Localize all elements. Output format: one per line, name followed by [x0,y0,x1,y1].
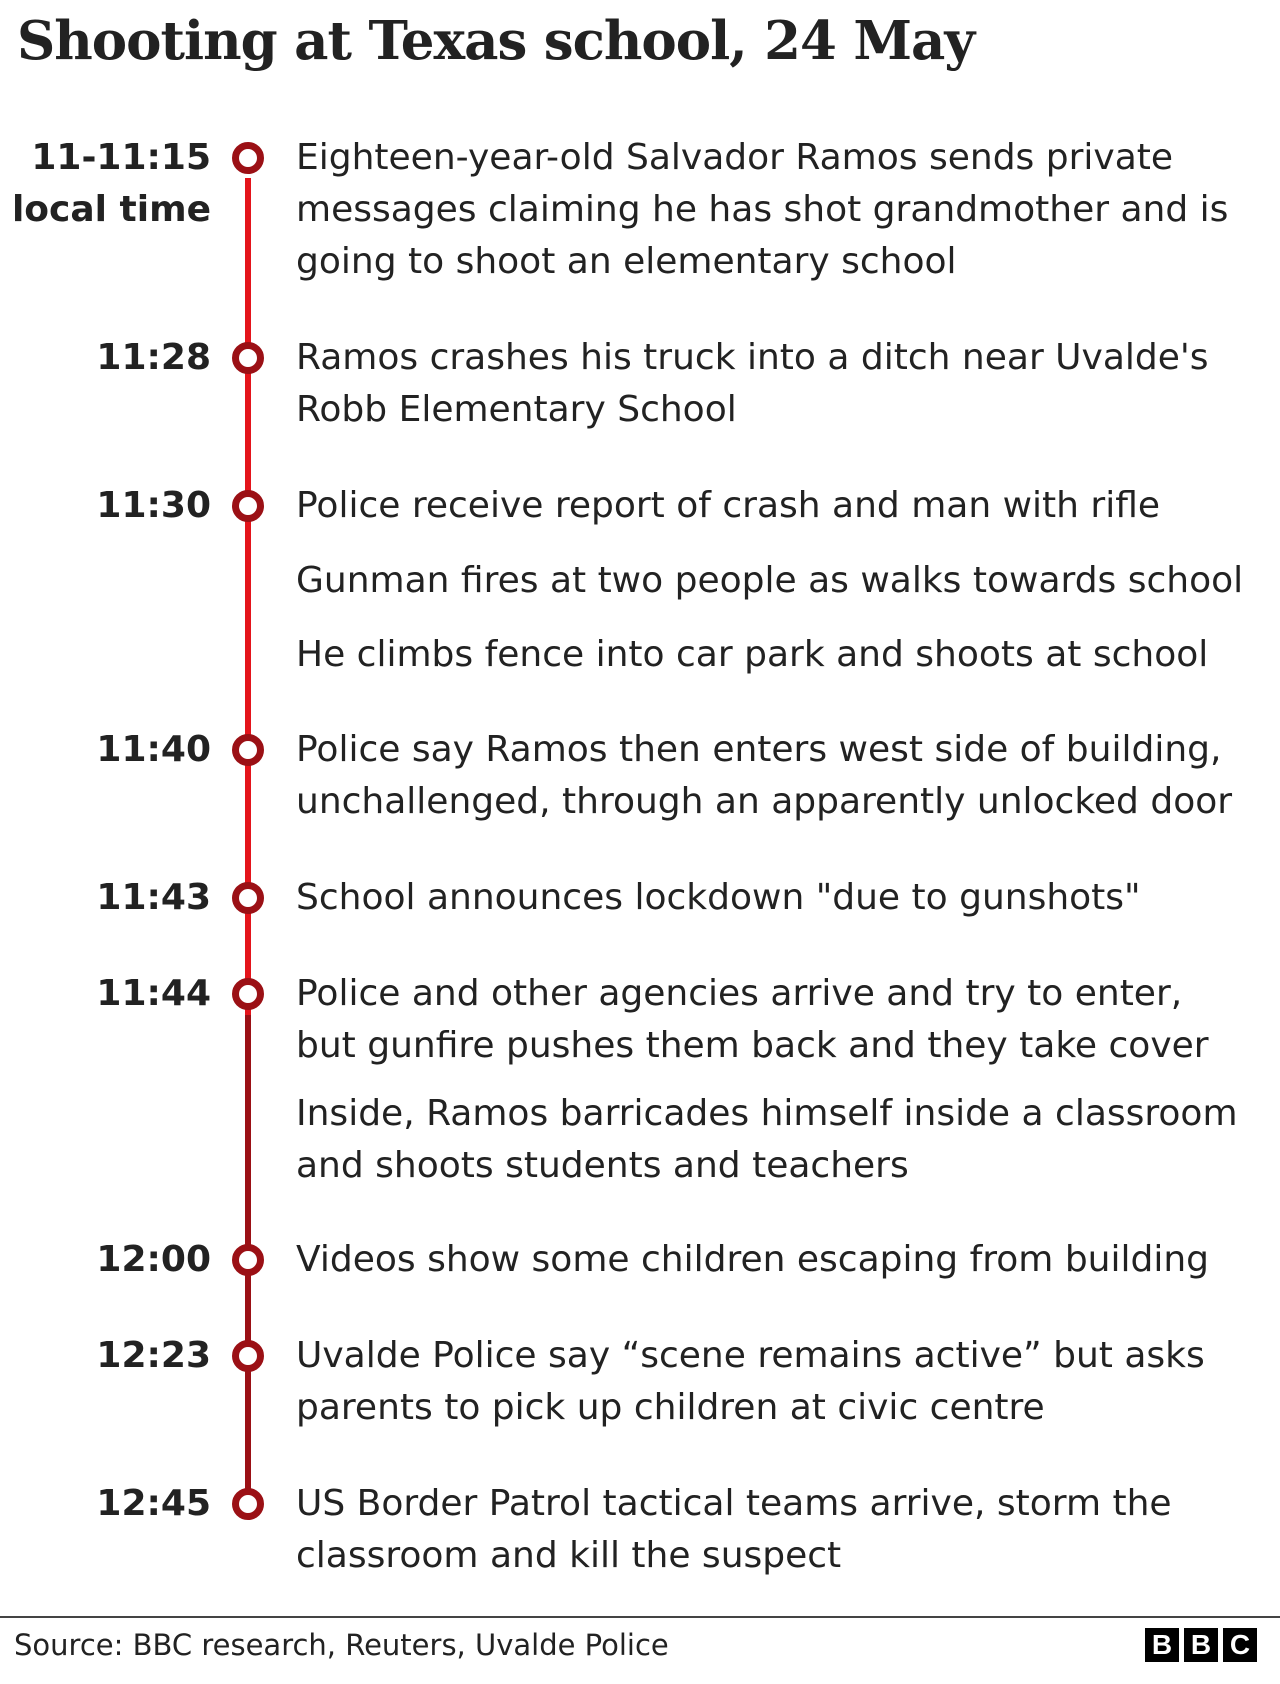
event-time: 11:40 [96,729,211,770]
event-line: but gunfire pushes them back and they take cover [296,1025,1209,1066]
event-line: Inside, Ramos barricades himself inside a classroom [296,1093,1238,1134]
timeline-dot [232,978,264,1010]
footer-divider [0,1616,1280,1618]
event-line: parents to pick up children at civic centre [296,1387,1045,1428]
timeline-dot [232,882,264,914]
event-line: Robb Elementary School [296,389,737,430]
event-text [296,1088,1266,1192]
timeline-dot [232,342,264,374]
event-text [296,872,1266,924]
timeline-dot [232,1340,264,1372]
bbc-logo-block: B [1184,1628,1218,1662]
event-text [296,132,1266,288]
event-time: 11:43 [96,877,211,918]
event-text [296,724,1266,828]
event-time: 11:30 [96,485,211,526]
event-line: and shoots students and teachers [296,1145,909,1186]
timeline-dot [232,1488,264,1520]
timeline-dot [232,734,264,766]
event-line: classroom and kill the suspect [296,1535,842,1576]
event-text [296,1478,1266,1582]
source-note: Source: BBC research, Reuters, Uvalde Police [14,1628,669,1662]
event-line: Police and other agencies arrive and try to enter, [296,973,1183,1014]
chart-title: Shooting at Texas school, 24 May [17,10,975,72]
event-time: 11:44 [96,973,211,1014]
event-time-sub: local time [11,189,211,230]
bbc-logo-block: B [1145,1628,1179,1662]
event-time: 11-11:15 [31,137,211,178]
event-line: Gunman fires at two people as walks towards school [296,560,1244,601]
event-text [296,629,1266,681]
event-line: messages claiming he has shot grandmother and is [296,189,1229,230]
event-text [296,480,1266,532]
event-line: unchallenged, through an apparently unlocked door [296,781,1233,822]
event-time: 12:00 [96,1239,211,1280]
event-line: Police receive report of crash and man with rifle [296,485,1161,526]
timeline-dot [232,490,264,522]
event-line: Police say Ramos then enters west side of building, [296,729,1222,770]
event-text [296,555,1266,607]
timeline-dot [232,142,264,174]
event-line: School announces lockdown "due to gunshots" [296,877,1141,918]
timeline-dot [232,1244,264,1276]
bbc-logo-block: C [1223,1628,1257,1662]
event-line: Ramos crashes his truck into a ditch near Uvalde's [296,337,1209,378]
event-time: 11:28 [96,337,211,378]
event-line: going to shoot an elementary school [296,241,957,282]
event-line: He climbs fence into car park and shoots at school [296,634,1209,675]
event-text [296,1234,1266,1286]
event-line: US Border Patrol tactical teams arrive, storm the [296,1483,1172,1524]
event-text [296,332,1266,436]
event-line: Eighteen-year-old Salvador Ramos sends private [296,137,1174,178]
event-text [296,1330,1266,1434]
event-text [296,968,1266,1072]
event-time: 12:45 [96,1483,211,1524]
event-line: Uvalde Police say “scene remains active” but asks [296,1335,1205,1376]
event-time: 12:23 [96,1335,211,1376]
event-line: Videos show some children escaping from building [296,1239,1210,1280]
